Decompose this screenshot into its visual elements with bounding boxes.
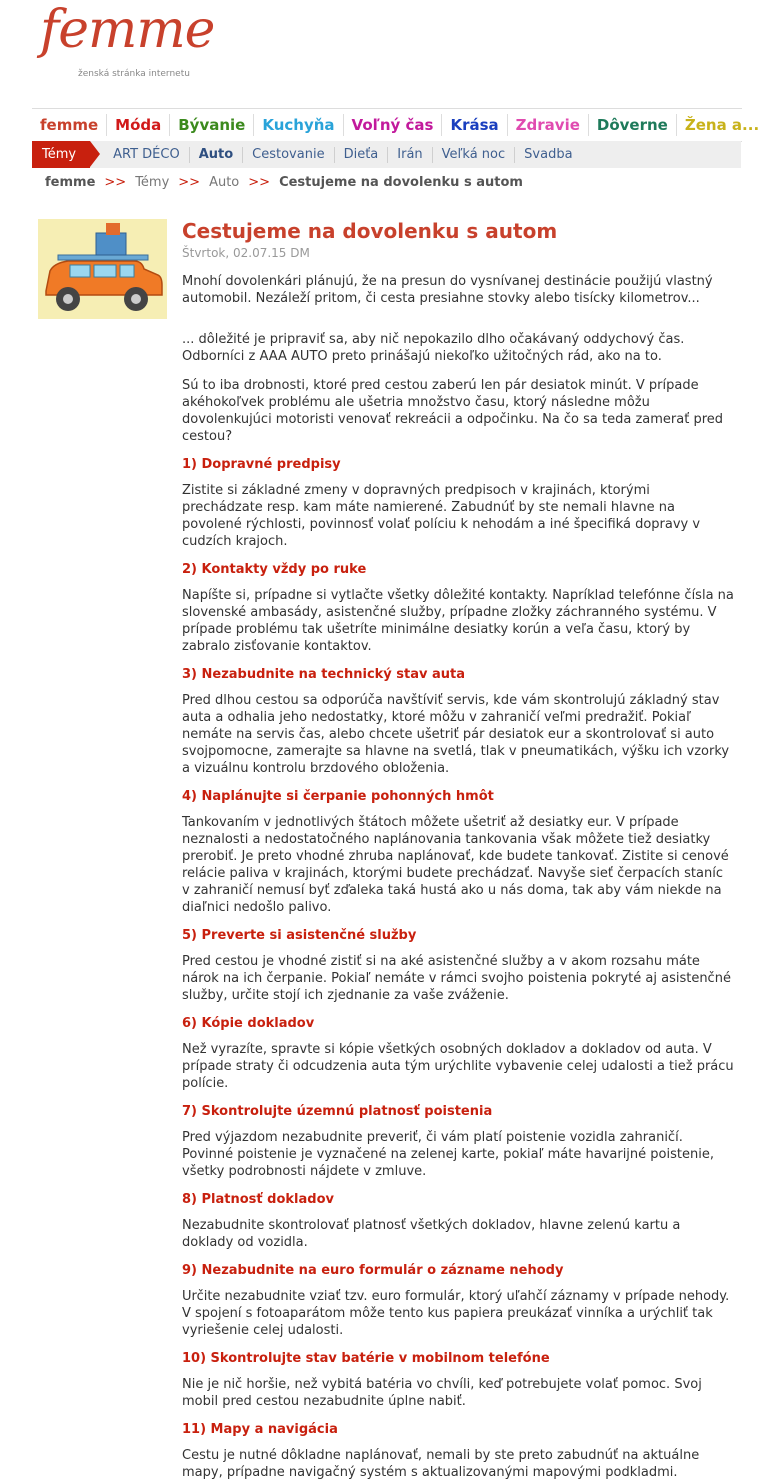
subnav-item-iran[interactable]: Irán (388, 147, 432, 163)
nav-item-zena[interactable]: Žena a... (684, 116, 760, 134)
article (182, 218, 734, 1481)
section-heading: 5) Preverte si asistenčné služby (182, 928, 417, 943)
section-heading: 2) Kontakty vždy po ruke (182, 562, 367, 577)
breadcrumb-link-auto[interactable]: Auto (209, 175, 240, 190)
subnav-item-svadba[interactable]: Svadba (524, 146, 573, 162)
nav-item-moda[interactable]: Móda (107, 114, 170, 136)
nav-item-byvanie[interactable]: Bývanie (170, 114, 254, 136)
subnav-item-art-deco[interactable]: ART DÉCO (104, 147, 190, 163)
breadcrumb-separator: >> (104, 175, 127, 190)
logo-wordmark: femme (40, 0, 215, 60)
section-text: Pred cestou je vhodné zistiť si na aké asistenčné služby a v akom rozsahu máte nárok na ich čerpanie. Pokiaľ nemáte v rámci svojho poistenia pokryté aj asistenčné služby, určite stojí ich zjednanie za vaše zváženie. (182, 954, 731, 1003)
nav-item-kuchyna[interactable]: Kuchyňa (254, 114, 343, 136)
section-text: Cestu je nutné dôkladne naplánovať, nemali by ste preto zabudnúť na aktuálne mapy, prípadne navigačný systém s aktualizovanými mapovými podkladmi. (182, 1448, 700, 1480)
section-text: Nezabudnite skontrolovať platnosť všetkých dokladov, hlavne zelenú kartu a doklady od vozidla. (182, 1218, 681, 1250)
section-heading: 4) Naplánujte si čerpanie pohonných hmôt (182, 789, 494, 804)
article-title: Cestujeme na dovolenku s autom (182, 219, 558, 243)
topics-subnav (32, 141, 741, 168)
section-heading: 10) Skontrolujte stav batérie v mobilnom telefóne (182, 1351, 550, 1366)
nav-item-krasa[interactable]: Krása (442, 114, 507, 136)
breadcrumb-link-temy[interactable]: Témy (135, 175, 170, 190)
section-text: Určite nezabudnite vziať tzv. euro formulár, ktorý uľahčí záznamy v prípade nehody. V spojení s fotoaparátom môže tento kus papiera preukázať vinníka a urýchliť tak vyriešenie celej udalosti. (182, 1289, 730, 1338)
section-text: Tankovaním v jednotlivých štátoch môžete ušetriť až desiatky eur. V prípade neznalosti a nedostatočného naplánovania tankovania však môžete tiež desiatky prerobiť. Je preto vhodné zhruba naplánovať, kde budete tankovať. Zistite si cenové relácie paliva v krajinách, ktorými budete prechádzať. Navyše sieť čerpacích staníc v zahraničí nemusí byť zďaleka taká hustá ako u nás doma, tak aby vám niekde na diaľnici nedošlo palivo. (182, 815, 729, 915)
breadcrumb-current: Cestujeme na dovolenku s autom (279, 175, 523, 190)
breadcrumb (45, 175, 523, 190)
topics-label: Témy (32, 141, 90, 168)
section-text: Pred výjazdom nezabudnite preveriť, či vám platí poistenie vozidla zahraničí. Povinné poistenie je vyznačené na zelenej karte, pokiaľ máte havarijné poistenie, všetky podrobnosti nájdete v zmluve. (182, 1130, 714, 1179)
article-intro-2: Sú to iba drobnosti, ktoré pred cestou zaberú len pár desiatok minút. V prípade akéhokoľvek problému ale ušetria množstvo času, ktorý následne môžu dovolenkujúci motoristi venovať rekreácii a odpočinku. Na čo sa teda zamerať pred cestou? (182, 378, 724, 444)
logo-tagline: ženská stránka internetu (78, 69, 190, 79)
subnav-item-cestovanie[interactable]: Cestovanie (243, 147, 334, 163)
nav-item-zdravie[interactable]: Zdravie (508, 114, 589, 136)
section-heading: 3) Nezabudnite na technický stav auta (182, 667, 466, 682)
nav-item-volny-cas[interactable]: Voľný čas (344, 114, 443, 136)
section-heading: 8) Platnosť dokladov (182, 1192, 334, 1207)
section-text: Napíšte si, prípadne si vytlačte všetky dôležité kontakty. Napríklad telefónne čísla na slovenské ambasády, asistenčné služby, prípadne zložky záchranného systému. V prípade problému tak ušetríte minimálne desiatky korún a veľa času, ktorý by zabralo zisťovanie kontaktov. (182, 588, 734, 654)
breadcrumb-separator: >> (248, 175, 271, 190)
nav-item-femme[interactable]: femme (32, 114, 107, 136)
section-text: Nie je nič horšie, než vybitá batéria vo chvíli, keď potrebujete volať pomoc. Svoj mobil pred cestou nezabudnite úplne nabiť. (182, 1377, 702, 1409)
subnav-item-auto[interactable]: Auto (190, 147, 243, 163)
nav-item-doverne[interactable]: Dôverne (589, 114, 677, 136)
article-intro-1: ... dôležité je pripraviť sa, aby nič nepokazilo dlho očakávaný oddychový čas. Odborníci z AAA AUTO preto prinášajú niekoľko užitočných rád, ako na to. (182, 332, 685, 364)
article-lead: Mnohí dovolenkári plánujú, že na presun do vysnívanej destinácie použijú vlastný automobil. Nezáleží pritom, či cesta presiahne stovky alebo tisícky kilometrov... (182, 274, 713, 306)
main-navigation (32, 108, 760, 142)
article-date: Štvrtok, 02.07.15 DM (182, 246, 310, 260)
section-heading: 9) Nezabudnite na euro formulár o zázname nehody (182, 1263, 564, 1278)
article-thumbnail (38, 219, 167, 319)
subnav-item-dieta[interactable]: Dieťa (335, 147, 389, 163)
section-text: Než vyrazíte, spravte si kópie všetkých osobných dokladov a dokladov od auta. V prípade straty či odcudzenia auta tým urýchlite vybavenie celej udalosti a tiež prácu polície. (182, 1042, 734, 1091)
section-heading: 11) Mapy a navigácia (182, 1422, 338, 1437)
section-text: Pred dlhou cestou sa odporúča navštíviť servis, kde vám skontrolujú základný stav auta a odhalia jeho nedostatky, ktoré môžu v zahraničí veľmi predražiť. Pokiaľ nemáte na servis čas, alebo chcete ušetriť pár desiatok eur a skontrolovať si auto svojpomocne, zamerajte sa hlavne na svetlá, tlak v pneumatikách, výšku ich vzorky a vizuálnu kontrolu brzdového obloženia. (182, 693, 730, 776)
section-text: Zistite si základné zmeny v dopravných predpisoch v krajinách, ktorými prechádzate resp. kam máte namierené. Zabudnúť by ste nemali hlavne na povolené rýchlosti, povinnosť volať políciu k nehodám a iné špecifiká dopravy v cudzích krajoch. (182, 483, 701, 549)
section-heading: 1) Dopravné predpisy (182, 457, 341, 472)
subnav-item-velka-noc[interactable]: Veľká noc (433, 147, 516, 163)
section-heading: 7) Skontrolujte územnú platnosť poistenia (182, 1104, 493, 1119)
breadcrumb-separator: >> (178, 175, 201, 190)
breadcrumb-link-femme[interactable]: femme (45, 175, 96, 190)
section-heading: 6) Kópie dokladov (182, 1016, 315, 1031)
site-logo[interactable] (40, 0, 215, 86)
car-illustration (38, 219, 167, 319)
